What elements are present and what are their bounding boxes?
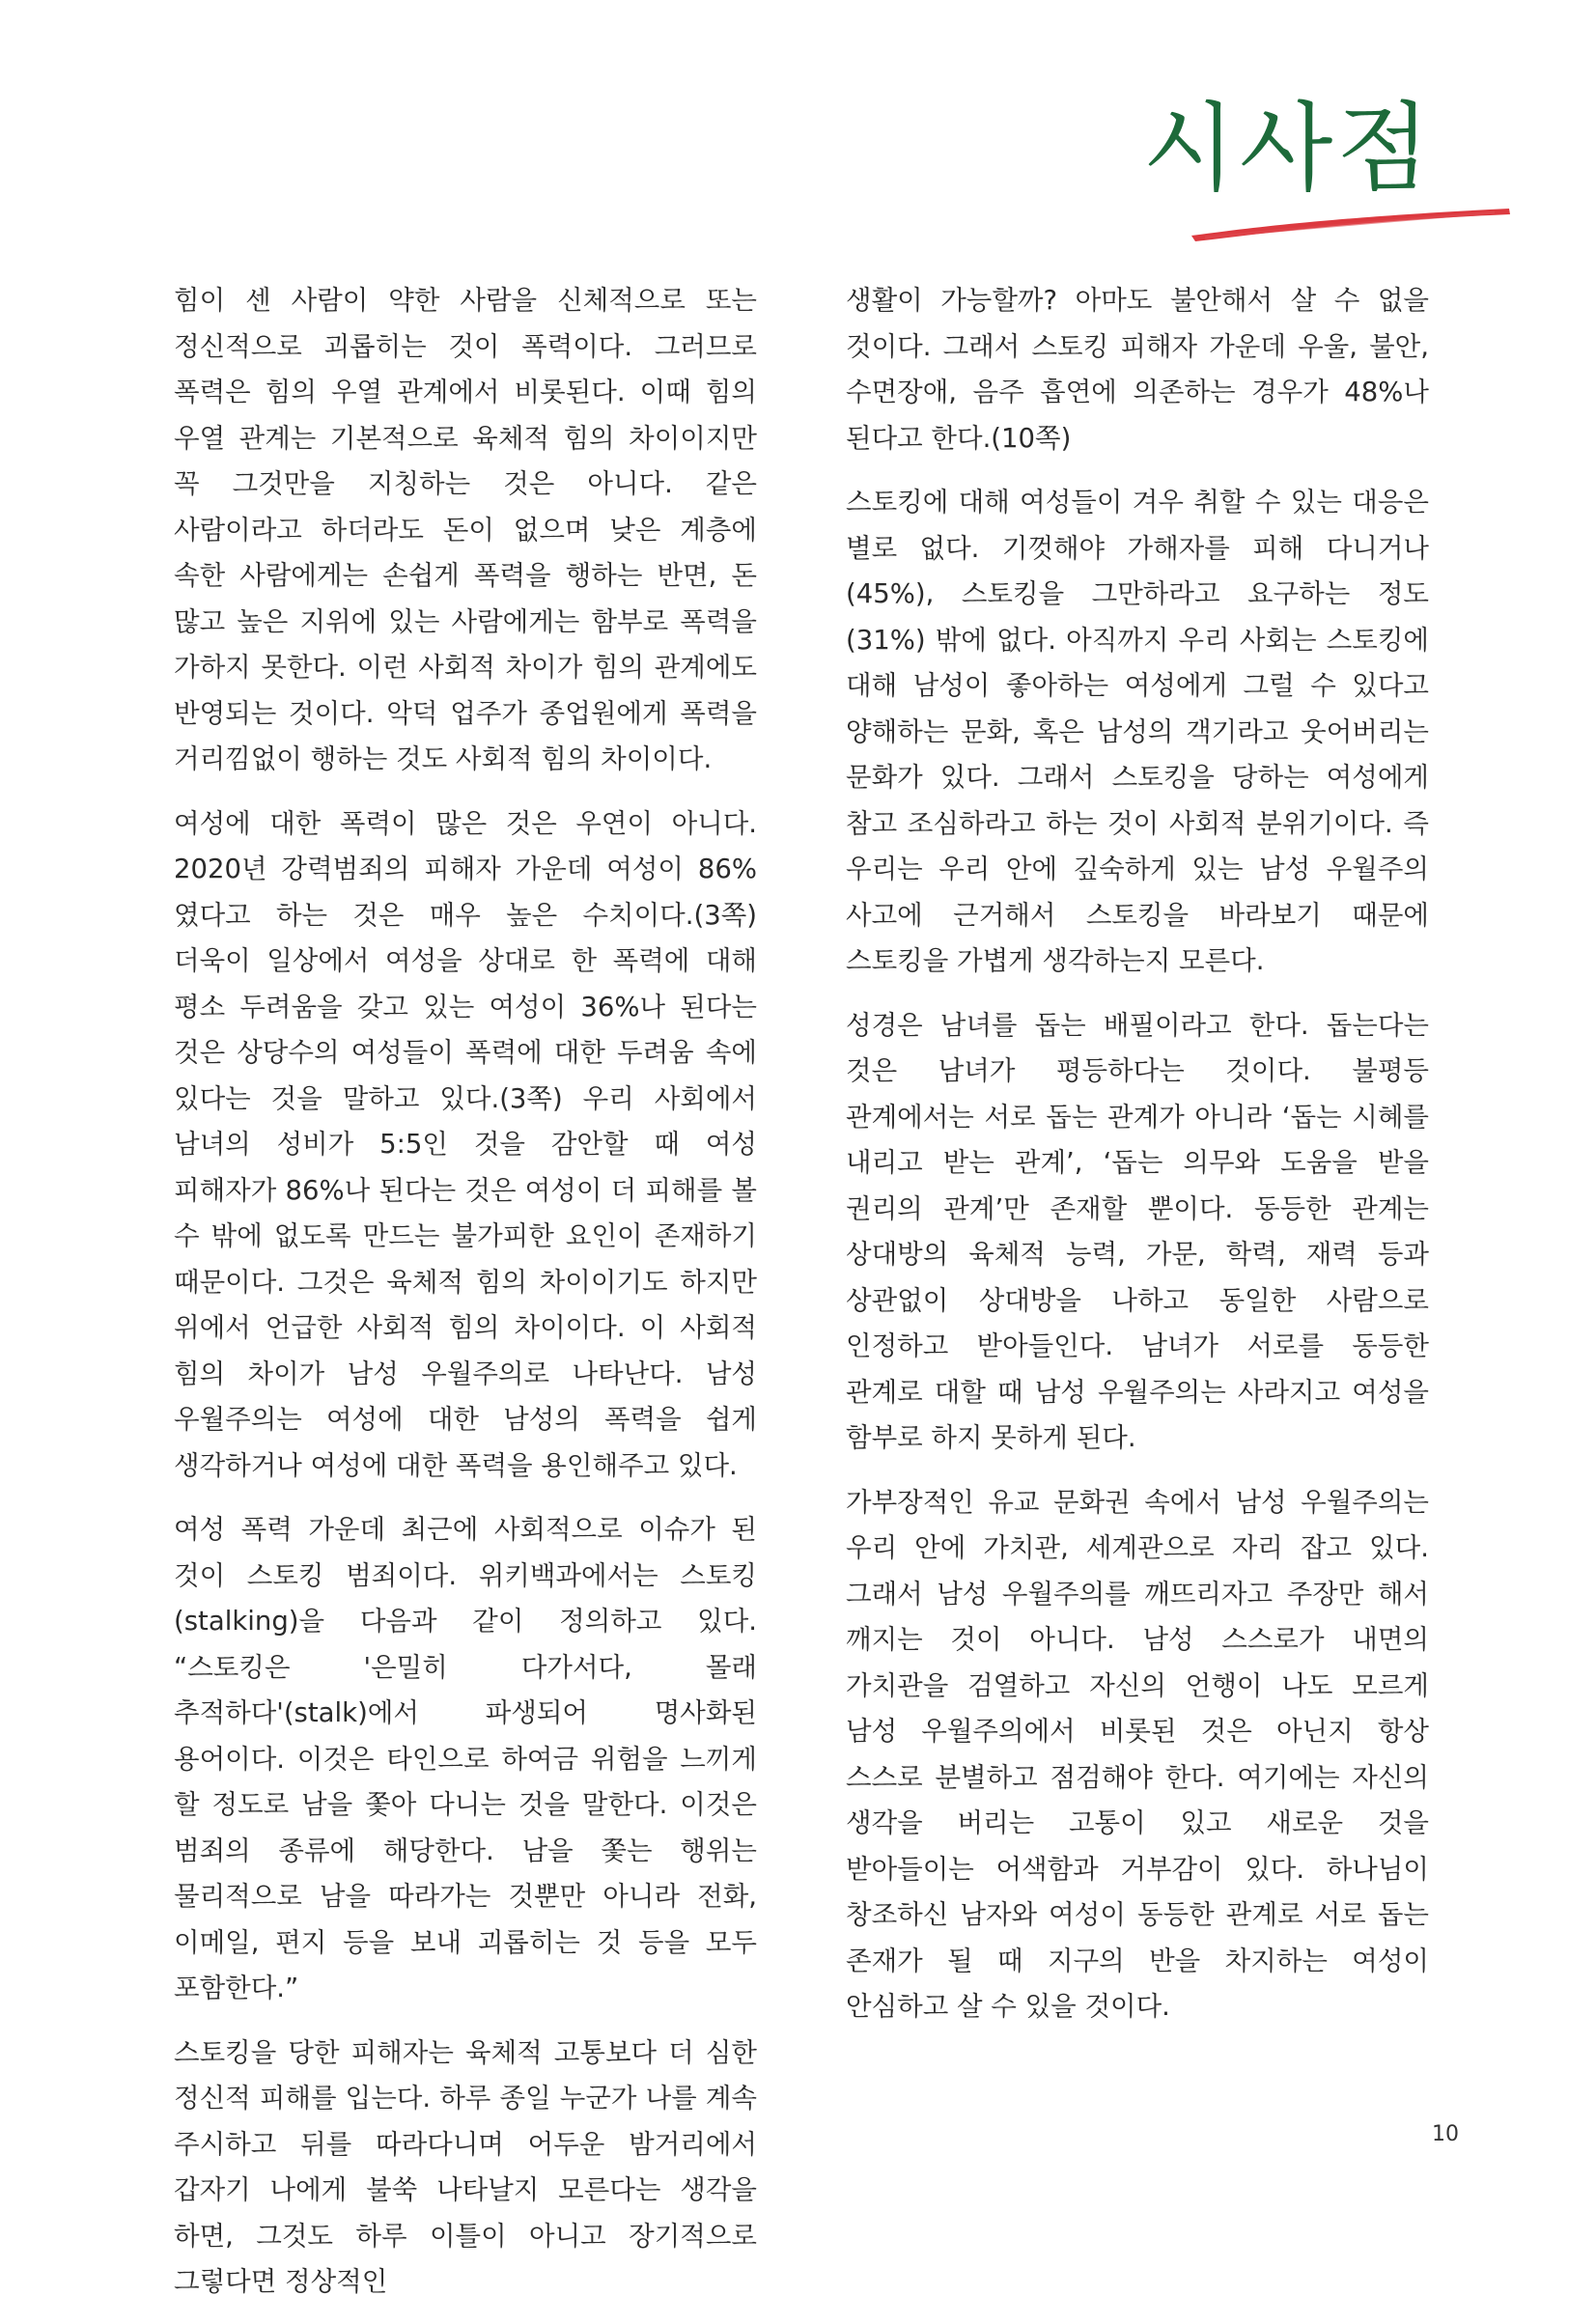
paragraph: 여성에 대한 폭력이 많은 것은 우연이 아니다. 2020년 강력범죄의 피해자 가운데 여성이 86%였다고 하는 것은 매우 높은 수치이다.(3쪽) 더욱이 일상에서 여성을 상대로 한 폭력에 대해 평소 두려움을 갖고 있는 여성이 36%나 된다는 것은 상당수의 여성들이 폭력에 대한 두려움 속에 있다는 것을 말하고 있다.(3쪽) 우리 사회에서 남녀의 성비가 5:5인 것을 감안할 때 여성 피해자가 86%나 된다는 것은 여성이 더 피해를 볼 수 밖에 없도록 만드는 불가피한 요인이 존재하기 때문이다. 그것은 육체적 힘의 차이이기도 하지만 위에서 언급한 사회적 힘의 차이이다. 이 사회적 힘의 차이가 남성 우월주의로 나타난다. 남성 우월주의는 여성에 대한 남성의 폭력을 쉽게 생각하거나 여성에 대한 폭력을 용인해주고 있다.: [174, 807, 757, 1481]
paragraph: 생활이 가능할까? 아마도 불안해서 살 수 없을 것이다. 그래서 스토킹 피해자 가운데 우울, 불안, 수면장애, 음주 흡연에 의존하는 경우가 48%나 된다고 한다.(10쪽): [846, 285, 1429, 454]
page-number: 10: [1432, 2122, 1459, 2146]
left-column: [174, 278, 757, 2324]
paragraph: 힘이 센 사람이 약한 사람을 신체적으로 또는 정신적으로 괴롭히는 것이 폭력이다. 그러므로 폭력은 힘의 우열 관계에서 비롯된다. 이때 힘의 우열 관계는 기본적으로 육체적 힘의 차이이지만 꼭 그것만을 지칭하는 것은 아니다. 같은 사람이라고 하더라도 돈이 없으며 낮은 계층에 속한 사람에게는 손쉽게 폭력을 행하는 반면, 돈 많고 높은 지위에 있는 사람에게는 함부로 폭력을 가하지 못한다. 이런 사회적 차이가 힘의 관계에도 반영되는 것이다. 악덕 업주가 종업원에게 폭력을 거리낌없이 행하는 것도 사회적 힘의 차이이다.: [174, 285, 757, 774]
right-column: [846, 278, 1429, 2049]
paragraph: 성경은 남녀를 돕는 배필이라고 한다. 돕는다는 것은 남녀가 평등하다는 것이다. 불평등 관계에서는 서로 돕는 관계가 아니라 ‘돕는 시혜를 내리고 받는 관계’, ‘돕는 의무와 도움을 받을 권리의 관계’만 존재할 뿐이다. 동등한 관계는 상대방의 육체적 능력, 가문, 학력, 재력 등과 상관없이 상대방을 나하고 동일한 사람으로 인정하고 받아들인다. 남녀가 서로를 동등한 관계로 대할 때 남성 우월주의는 사라지고 여성을 함부로 하지 못하게 된다.: [846, 1009, 1429, 1453]
page-title: 시사점: [1142, 92, 1434, 205]
paragraph: 가부장적인 유교 문화권 속에서 남성 우월주의는 우리 안에 가치관, 세계관으로 자리 잡고 있다. 그래서 남성 우월주의를 깨뜨리자고 주장만 해서 깨지는 것이 아니다. 남성 스스로가 내면의 가치관을 검열하고 자신의 언행이 나도 모르게 남성 우월주의에서 비롯된 것은 아닌지 항상 스스로 분별하고 점검해야 한다. 여기에는 자신의 생각을 버리는 고통이 있고 새로운 것을 받아들이는 어색함과 거부감이 있다. 하나님이 창조하신 남자와 여성이 동등한 관계로 서로 돕는 존재가 될 때 지구의 반을 차지하는 여성이 안심하고 살 수 있을 것이다.: [846, 1486, 1429, 2022]
paragraph: 스토킹에 대해 여성들이 겨우 취할 수 있는 대응은 별로 없다. 기껏해야 가해자를 피해 다니거나(45%), 스토킹을 그만하라고 요구하는 정도(31%) 밖에 없다. 아직까지 우리 사회는 스토킹에 대해 남성이 좋아하는 여성에게 그럴 수 있다고 양해하는 문화, 혹은 남성의 객기라고 웃어버리는 문화가 있다. 그래서 스토킹을 당하는 여성에게 참고 조심하라고 하는 것이 사회적 분위기이다. 즉 우리는 우리 안에 깊숙하게 있는 남성 우월주의 사고에 근거해서 스토킹을 바라보기 때문에 스토킹을 가볍게 생각하는지 모른다.: [846, 487, 1429, 976]
paragraph: 스토킹을 당한 피해자는 육체적 고통보다 더 심한 정신적 피해를 입는다. 하루 종일 누군가 나를 계속 주시하고 뒤를 따라다니며 어두운 밤거리에서 갑자기 나에게 불쑥 나타날지 모른다는 생각을 하면, 그것도 하루 이틀이 아니고 장기적으로 그렇다면 정상적인: [174, 2036, 757, 2297]
paragraph: 여성 폭력 가운데 최근에 사회적으로 이슈가 된 것이 스토킹 범죄이다. 위키백과에서는 스토킹(stalking)을 다음과 같이 정의하고 있다. “스토킹은 '은밀히 다가서다, 몰래 추적하다'(stalk)에서 파생되어 명사화된 용어이다. 이것은 타인으로 하여금 위험을 느끼게 할 정도로 남을 쫓아 다니는 것을 말한다. 이것은 범죄의 종류에 해당한다. 남을 쫓는 행위는 물리적으로 남을 따라가는 것뿐만 아니라 전화, 이메일, 편지 등을 보내 괴롭히는 것 등을 모두 포함한다.”: [174, 1514, 757, 2003]
title-underline-brushstroke: [1186, 197, 1514, 245]
